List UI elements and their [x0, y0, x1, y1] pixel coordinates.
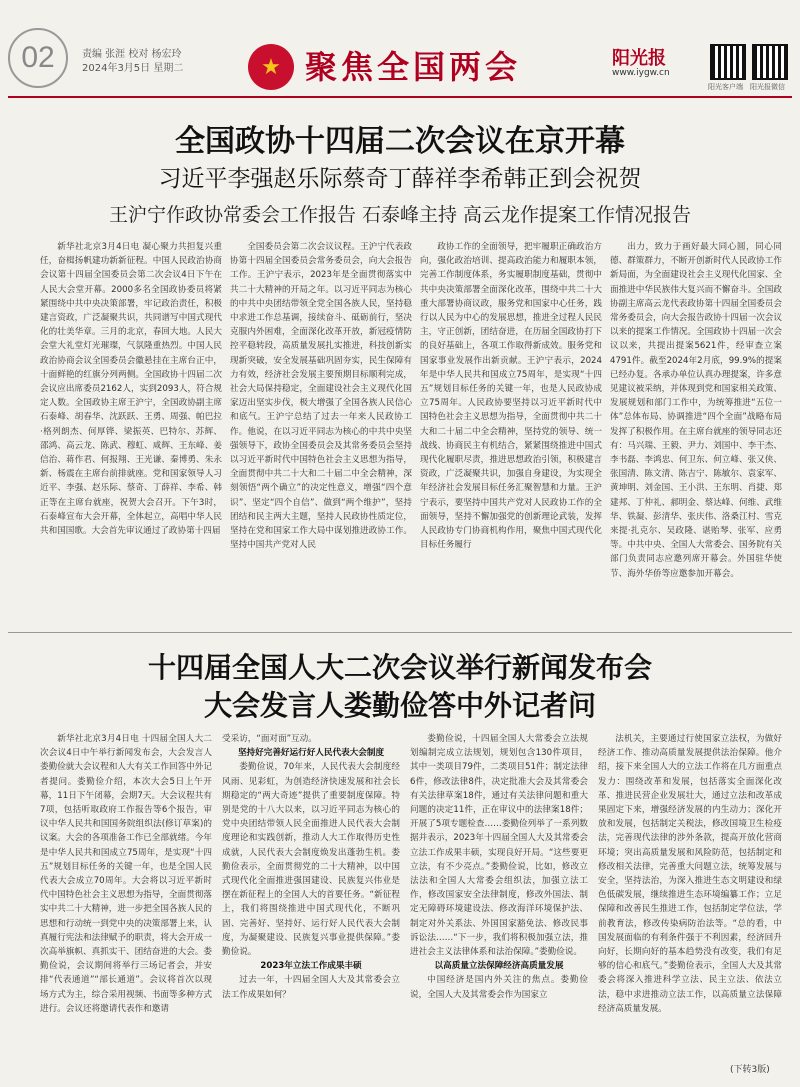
article1-headline: 全国政协十四届二次会议在京开幕 [175, 124, 625, 159]
national-emblem-icon: ★ [248, 44, 294, 90]
article1-subhead-2: 王沪宁作政协常委会工作报告 石泰峰主持 高云龙作提案工作情况报告 [108, 204, 692, 226]
header-rule [8, 96, 792, 98]
newspaper-logo: 阳光报 [612, 48, 666, 69]
article2-column-3: 娄勤俭说，十四届全国人大常委会立法规划编制完成立法规划，规划包含130件项目，其中一类项目79件，二类项目51件；制定法律6件，修改法律8件，决定批准大会及其常委会有关法律草案18件，通过有关法律问题和重大问题的决定11件，正在审议中的法律案18件；开展了5项专题检查……娄勤俭列举了一系列数据并表示，2023年十四届全国人大及其常委会立法工作成果丰硕，实现良好开局。“这些要更立法，有不少亮点。”娄勤俭说，比如，修改立法法和全国人大常委会组织法，加强立法工作，修改国家安全法律制度，修改外国法、制定无障碍环境建设法、修改海洋环境保护法、制定对外关系法、外国国家豁免法、修改民事诉讼法……“下一步，我们将积极加强立法，推进社会主义法律体系和法治保障。”娄勤俭说。 以高质量立法保障经济高质量发展 中国经济是国内外关注的焦点。娄勤俭说，全国人大及其常委会作为国家立 [410, 734, 588, 1000]
qr-code-icon [710, 44, 746, 80]
article1-column-1: 新华社北京3月4日电 凝心聚力共担复兴重任，奋楫扬帆建功新新征程。中国人民政治协商会议第十四届全国委员会第二次会议4日下午在人民大会堂开幕。2000多名全国政协委员将紧紧围绕中共中央决策部署，牢记政治责任，积极建言资政，广泛凝聚共识，共同谱写中国式现代化的壮美华章。三月的北京，春回大地。人民大会堂大礼堂灯光璀璨，气氛隆重热烈。中国人民政治协商会议全国委员会徽悬挂在主席台正中，十面鲜艳的红旗分列两侧。全国政协十四届二次会议应出席委员2162人，实到2093人，符合规定人数。全国政协主席王沪宁，全国政协副主席石泰峰、胡春华、沈跃跃、王勇、周强、帕巴拉·格列朗杰、何厚铧、梁振英、巴特尔、苏辉、邵鸿、高云龙、陈武、穆虹、咸辉、王东峰、姜信治、蒋作君、何报翔、王光谦、秦博勇、朱永新、杨震在主席台前排就座。党和国家领导人习近平、李强、赵乐际、蔡奇、丁薛祥、李希、韩正等在主席台就座，祝贺大会召开。下午3时，石泰峰宣布大会开幕，全体起立，高唱中华人民共和国国歌。大会首先审议通过了政协第十四届 [40, 242, 222, 537]
article2-column-1: 新华社北京3月4日电 十四届全国人大二次会议4日中午举行新闻发布会，大会发言人娄勤俭就大会议程和人大有关工作回答中外记者提问。娄勤俭介绍，本次大会5日上午开幕，11日下午闭幕，会期7天。大会议程共有7项，包括听取政府工作报告等6个报告，审议中华人民共和国国务院组织法(修订草案)的议案。大会的各项准备工作已全部就绪。今年是中华人民共和国成立75周年，是实现“十四五”规划目标任务的关键一年，也是全国人民代表大会成立70周年。大会将以习近平新时代中国特色社会主义思想为指导，全面贯彻落实中共二十大精神，进一步把全国各族人民的思想和行动统一到党中央的决策部署上来，认真履行宪法和法律赋予的职责，将大会开成一次高举旗帜、真抓实干、团结奋进的大会。娄勤俭说，会议期间将举行三场记者会，并安排“代表通道”“部长通道”。会议将首次以现场方式为主，综合采用视频、书面等多种方式进行。会议还将邀请代表作和邀请 [40, 734, 212, 1014]
column-title: 聚焦全国两会 [305, 48, 522, 86]
editors: 责编 张涯 校对 杨宏玲 [82, 49, 182, 60]
qr-label: 阳光客户端 [708, 83, 743, 91]
article2-headline-2: 大会发言人娄勤俭答中外记者问 [203, 689, 596, 722]
article1-column-4: 出力，致力于画好最大同心圆，同心同德、群策群力，不断开创新时代人民政协工作新局面，为全面建设社会主义现代化国家、全面推进中华民族伟大复兴而不懈奋斗。全国政协副主席高云龙代表政协第十四届全国委员会常务委员会，向大会报告政协十四届一次会议以来的提案工作情况。全国政协十四届一次会议以来，共提出提案5621件，经审查立案4791件。截至2024年2月底，99.9%的提案已经办复。各承办单位认真办理提案，许多意见建议被采纳，并体现到党和国家相关政策、发展规划和部门工作中，为统筹推进“五位一体”总体布局、协调推进“四个全面”战略布局发挥了积极作用。在主席台就座的领导同志还有：马兴瑞、王毅、尹力、刘国中、李干杰、李书磊、李鸿忠、何卫东、何立峰、张又侠、张国清、陈文清、陈吉宁、陈敏尔、袁家军、黄坤明、刘金国、王小洪、王东明、肖捷、郑建邦、丁仲礼、郝明金、蔡达峰、何维、武维华、铁凝、彭清华、张庆伟、洛桑江村、雪克来提·扎克尔、吴政隆、谌贻琴、张军、应勇等。中共中央、全国人大常委会、国务院有关部门负责同志应邀列席开幕会。外国驻华使节、海外华侨等应邀参加开幕会。 [610, 242, 782, 579]
section-divider [8, 632, 792, 633]
article1-subhead: 习近平李强赵乐际蔡奇丁薛祥李希韩正到会祝贺 [158, 166, 642, 192]
header-meta [82, 48, 183, 76]
continued-note: (下转3版) [730, 1065, 770, 1075]
newspaper-url: www.iygw.cn [612, 68, 670, 78]
article2-headline: 十四届全国人大二次会议举行新闻发布会 [147, 651, 652, 684]
page-number: 02 [8, 28, 68, 88]
article2-subhead: 以高质量立法保障经济高质量发展 [434, 961, 564, 972]
issue-date: 2024年3月5日 星期二 [82, 63, 184, 74]
article2-column-4: 法机关，主要通过行使国家立法权，为做好经济工作、推动高质量发展提供法治保障。他介绍，接下来全国人大的立法工作将在几方面重点发力：围绕改革和发展，包括落实全面深化改革、推进民营企业发展壮大，通过立法和改革成果固定下来，增强经济发展的内生动力；深化开放和发展，包括制定关税法，修改国境卫生检疫法，完善现代法律的涉外条款，提高开放化营商环境；突出高质量发展和风险防范，包括制定和修改相关法律，完善重大问题立法，统筹发展与安全，坚持法治，为深入推进生态文明建设和绿色低碳发展，继续推进生态环境编纂工作；立足保障和改善民生推进工作，包括制定学位法，学前教育法，修改传染病防治法等。“总的看，中国发展面临的有利条件强于不利因素，经济回升向好，长期向好的基本趋势没有改变，我们有足够的信心和底气。”娄勤俭表示，全国人大及其常委会将深入推进科学立法、民主立法、依法立法，稳中求进推动立法工作，以高质量立法保障经济高质量发展。 [598, 734, 782, 1014]
article2-column-2: 受采访，“面对面”互动。 坚持好完善好运行好人民代表大会制度 娄勤俭说，70年来，人民代表大会制度经风雨、见彩虹，为创造经济快速发展和社会长期稳定的“两大奇迹”提供了重要制度保障。特别是党的十八大以来，以习近平同志为核心的党中央团结带领人民全面推进人民代表大会制度理论和实践创新，推动人大工作取得历史性成就，人民代表大会制度焕发出蓬勃生机。娄勤俭表示，全面贯彻党的二十大精神，以中国式现代化全面推进强国建设、民族复兴伟业是摆在新征程上的全国人大的首要任务。“新征程上，我们将围绕推进中国式现代化，不断巩固、完善好、坚持好、运行好人民代表大会制度，为凝聚建设、民族复兴事业提供保障。”娄勤俭说。 2023年立法工作成果丰硕 过去一年，十四届全国人大及其常委会立法工作成果如何？ [222, 734, 400, 1000]
article1-column-3: 政协工作的全面领导，把牢履职正确政治方向，强化政治培训、提高政治能力和履职本领，完善工作制度体系，务实履职制度基础，贯彻中共中央决策部署全面深化改革，围绕中共二十大重大部署协商议政，服务党和国家中心任务，践行以人民为中心的发展思想，推进全过程人民民主，守正创新，团结奋进，在历届全国政协打下的良好基础上，各项工作取得新成效。服务党和国家事业发展作出新贡献。王沪宁表示，2024年是中华人民共和国成立75周年，是实现“十四五”规划目标任务的关键一年，也是人民政协成立75周年。人民政协要坚持以习近平新时代中国特色社会主义思想为指导，全面贯彻中共二十大和二十届二中全会精神，坚持党的领导、统一战线、协商民主有机结合，紧紧围绕推进中国式现代化履职尽责，推进思想政治引领，积极建言资政，广泛凝聚共识，加强自身建设，为实现全年经济社会发展目标任务汇聚智慧和力量。王沪宁表示，要坚持中国共产党对人民政协工作的全面领导，坚持不懈加强党的创新理论武装，发挥人民政协专门协商机构作用，聚焦中国式现代化目标任务履行 [420, 242, 602, 551]
article1-column-2: 全国委员会第二次会议议程。王沪宁代表政协第十四届全国委员会常务委员会，向大会报告工作。王沪宁表示，2023年是全面贯彻落实中共二十大精神的开局之年。以习近平同志为核心的中共中央团结带领全党全国各族人民，坚持稳中求进工作总基调，接续奋斗、砥砺前行，坚决克服内外困难，全面深化改革开放，新冠疫情防控平稳转段，高质量发展扎实推进，科技创新实现新突破，安全发展基础巩固夯实，民生保障有力有效，经济社会发展主要预期目标顺利完成，社会大局保持稳定，全面建设社会主义现代化国家迈出坚实步伐，极大增强了全国各族人民信心和底气。王沪宁总结了过去一年来人民政协工作。他说，在以习近平同志为核心的中共中央坚强领导下，政协全国委员会及其常务委员会坚持以习近平新时代中国特色社会主义思想为指导，全面贯彻中共二十大和二十届二中全会精神，深刻领悟“两个确立”的决定性意义，增强“四个意识”、坚定“四个自信”、做到“两个维护”，坚持团结和民主两大主题，坚持人民政协性质定位，坚持在党和国家工作大局中谋划推进政协工作。坚持中国共产党对人民 [230, 242, 412, 551]
qr-code-icon [752, 44, 788, 80]
article2-subhead: 坚持好完善好运行好人民代表大会制度 [237, 748, 385, 759]
article2-subhead: 2023年立法工作成果丰硕 [260, 961, 362, 972]
qr-label: 阳光报微信 [750, 83, 785, 91]
